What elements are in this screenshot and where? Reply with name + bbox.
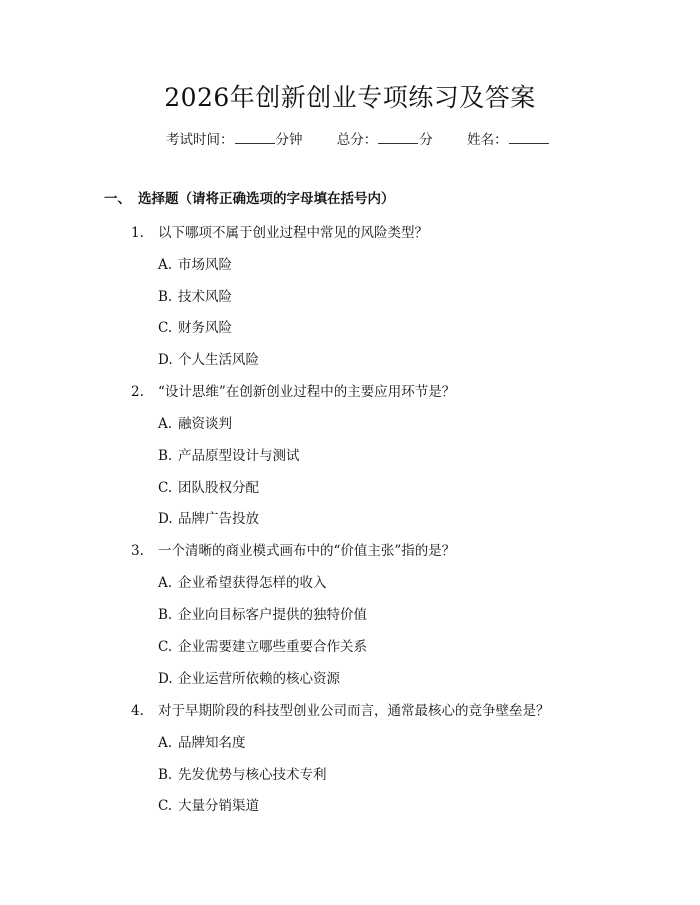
option-text: 个人生活风险 bbox=[178, 352, 259, 368]
option-label: B. bbox=[158, 289, 173, 305]
q1-option-b bbox=[158, 287, 232, 307]
option-text: 产品原型设计与测试 bbox=[178, 448, 300, 464]
option-label: B. bbox=[158, 448, 173, 464]
document-title: 2026年创新创业专项练习及答案 bbox=[164, 83, 536, 112]
option-label: A. bbox=[158, 416, 173, 432]
q2-option-c bbox=[158, 478, 259, 498]
option-label: D. bbox=[158, 511, 173, 527]
option-label: A. bbox=[158, 257, 173, 273]
option-label: A. bbox=[158, 735, 173, 751]
total-score-unit: 分 bbox=[419, 132, 433, 148]
question-4 bbox=[131, 701, 550, 721]
total-score-field bbox=[337, 130, 433, 150]
question-number: 1. bbox=[131, 225, 144, 241]
section-heading bbox=[104, 188, 395, 210]
name-field bbox=[467, 130, 550, 150]
option-label: C. bbox=[158, 639, 173, 655]
option-text: 市场风险 bbox=[178, 257, 232, 273]
option-text: 团队股权分配 bbox=[178, 480, 259, 496]
q3-option-c bbox=[158, 637, 367, 657]
name-blank bbox=[509, 131, 549, 144]
q3-option-b bbox=[158, 605, 367, 625]
option-text: 财务风险 bbox=[178, 320, 232, 336]
q3-option-a bbox=[158, 573, 327, 593]
option-text: 大量分销渠道 bbox=[178, 798, 259, 814]
q1-option-c bbox=[158, 318, 232, 338]
question-number: 2. bbox=[131, 384, 144, 400]
exam-time-blank bbox=[235, 131, 275, 144]
exam-info-line bbox=[166, 130, 550, 150]
option-label: B. bbox=[158, 607, 173, 623]
option-label: C. bbox=[158, 798, 173, 814]
option-text: 企业向目标客户提供的独特价值 bbox=[178, 607, 367, 623]
question-text: 以下哪项不属于创业过程中常见的风险类型？ bbox=[158, 225, 428, 241]
question-text: 对于早期阶段的科技型创业公司而言，通常最核心的竞争壁垒是？ bbox=[158, 703, 550, 719]
option-label: C. bbox=[158, 480, 173, 496]
q4-option-a bbox=[158, 733, 246, 753]
q2-option-b bbox=[158, 446, 300, 466]
q1-option-a bbox=[158, 255, 232, 275]
option-label: A. bbox=[158, 575, 173, 591]
section-title: 选择题（请将正确选项的字母填在括号内） bbox=[138, 191, 395, 207]
option-label: B. bbox=[158, 767, 173, 783]
exam-time-label: 考试时间： bbox=[166, 132, 234, 148]
option-text: 品牌知名度 bbox=[178, 735, 246, 751]
option-text: 技术风险 bbox=[178, 289, 232, 305]
q4-option-c bbox=[158, 796, 259, 816]
question-number: 4. bbox=[131, 703, 144, 719]
exam-time-unit: 分钟 bbox=[275, 132, 303, 148]
option-text: 先发优势与核心技术专利 bbox=[178, 767, 327, 783]
option-text: 企业希望获得怎样的收入 bbox=[178, 575, 327, 591]
exam-time-field bbox=[166, 130, 303, 150]
question-text: “设计思维”在创新创业过程中的主要应用环节是？ bbox=[158, 384, 456, 400]
question-1 bbox=[131, 223, 428, 243]
option-text: 企业需要建立哪些重要合作关系 bbox=[178, 639, 367, 655]
option-text: 品牌广告投放 bbox=[178, 511, 259, 527]
q4-option-b bbox=[158, 765, 327, 785]
question-3 bbox=[131, 541, 455, 561]
question-text: 一个清晰的商业模式画布中的“价值主张”指的是？ bbox=[158, 543, 456, 559]
total-score-label: 总分： bbox=[336, 132, 378, 148]
q3-option-d bbox=[158, 669, 340, 689]
q1-option-d bbox=[158, 350, 259, 370]
option-text: 企业运营所依赖的核心资源 bbox=[178, 671, 340, 687]
section-number: 一、 bbox=[104, 191, 131, 207]
option-label: D. bbox=[158, 671, 173, 687]
question-number: 3. bbox=[131, 543, 144, 559]
q2-option-d bbox=[158, 509, 259, 529]
q2-option-a bbox=[158, 414, 232, 434]
question-2 bbox=[131, 382, 455, 402]
name-label: 姓名： bbox=[467, 132, 508, 148]
option-text: 融资谈判 bbox=[178, 416, 232, 432]
option-label: C. bbox=[158, 320, 173, 336]
option-label: D. bbox=[158, 352, 173, 368]
total-score-blank bbox=[378, 131, 418, 144]
